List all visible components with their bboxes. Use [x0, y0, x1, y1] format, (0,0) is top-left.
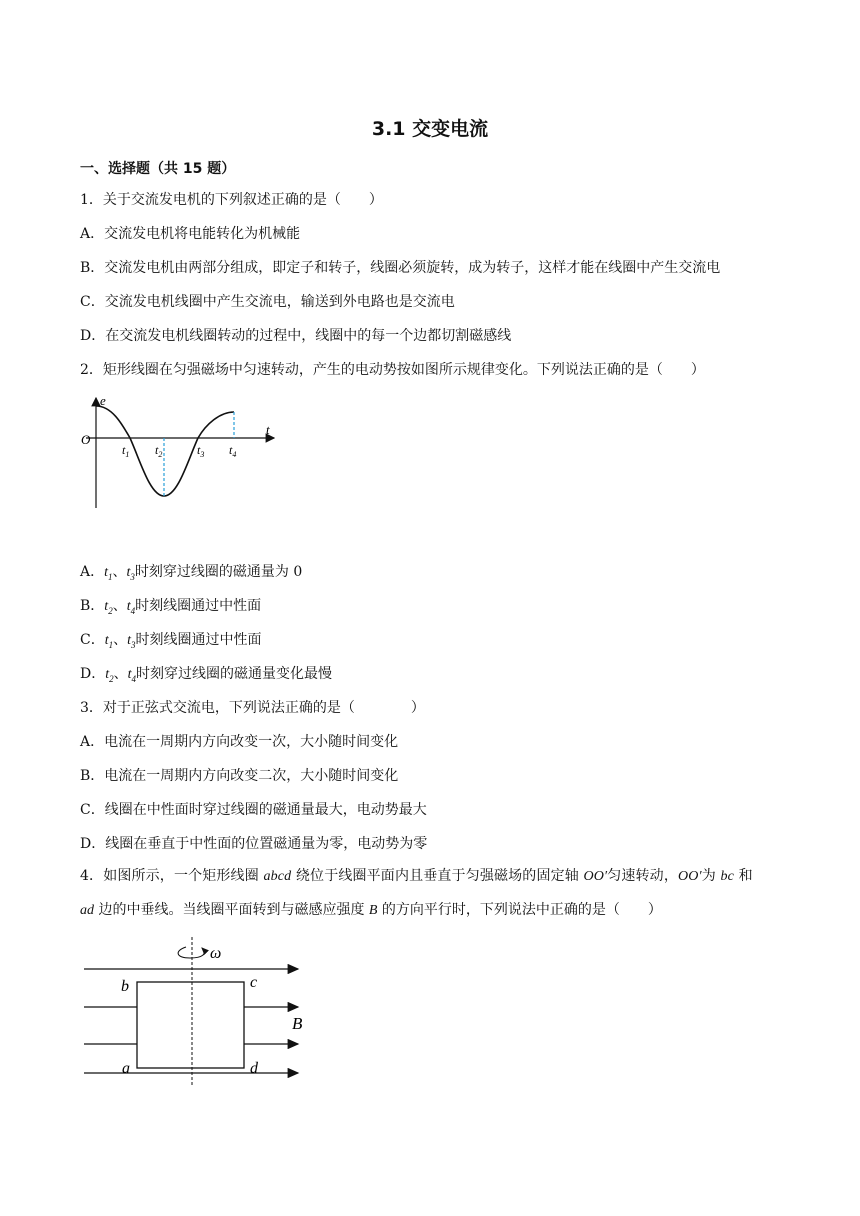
question-1-option-d: D．在交流发电机线圈转动的过程中，线圈中的每一个边都切割磁感线	[80, 328, 512, 344]
emf-time-graph	[78, 392, 283, 512]
origin-label: O	[81, 432, 91, 447]
question-2-option-a: A．$t_1$、$t_3$时刻穿过线圈的磁通量为 0	[80, 564, 303, 582]
question-1-stem: 1．关于交流发电机的下列叙述正确的是（ ）	[80, 192, 383, 208]
question-3-option-b: B．电流在一周期内方向改变二次，大小随时间变化	[80, 768, 399, 784]
emf-curve	[96, 406, 237, 496]
tick-t3: $t_3$	[197, 443, 205, 459]
tick-t2: $t_2$	[155, 443, 163, 459]
page-title: 3.1 交变电流	[371, 118, 489, 140]
tick-t1: $t_1$	[122, 443, 130, 459]
question-3-stem: 3．对于正弦式交流电，下列说法正确的是（ ）	[80, 700, 425, 716]
tick-t4: $t_4$	[229, 443, 237, 459]
field-B-label: B	[292, 1014, 303, 1033]
question-1-option-b: B．交流发电机由两部分组成，即定子和转子，线圈必须旋转，成为转子，这样才能在线圈中产生交流电	[80, 260, 721, 276]
t-axis-label: t	[266, 422, 270, 437]
question-1-option-a: A．交流发电机将电能转化为机械能	[80, 226, 301, 242]
question-3-option-d: D．线圈在垂直于中性面的位置磁通量为零，电动势为零	[80, 836, 428, 852]
question-2-option-b: B．$t_2$、$t_4$时刻线圈通过中性面	[80, 598, 262, 616]
rotating-coil-figure	[78, 935, 308, 1085]
question-2-stem: 2．矩形线圈在匀强磁场中匀速转动，产生的电动势按如图所示规律变化。下列说法正确的是（ ）	[80, 362, 705, 378]
coil-abcd	[137, 982, 244, 1068]
question-1-option-c: C．交流发电机线圈中产生交流电，输送到外电路也是交流电	[80, 294, 455, 310]
rotation-arrow-icon	[178, 947, 204, 958]
omega-label: ω	[210, 945, 222, 962]
corner-c-label: c	[250, 974, 258, 991]
question-2-option-d: D．$t_2$、$t_4$时刻穿过线圈的磁通量变化最慢	[80, 666, 333, 684]
question-3-option-a: A．电流在一周期内方向改变一次，大小随时间变化	[80, 734, 399, 750]
question-4-stem-line-1: 4．如图所示，一个矩形线圈 abcd 绕位于线圈平面内且垂直于匀强磁场的固定轴 OO′匀速转动，OO′为 bc 和	[80, 868, 753, 884]
corner-b-label: b	[121, 978, 129, 995]
question-3-option-c: C．线圈在中性面时穿过线圈的磁通量最大，电动势最大	[80, 802, 427, 818]
question-4-stem-line-2: ad 边的中垂线。当线圈平面转到与磁感应强度 B 的方向平行时，下列说法中正确的是（ ）	[80, 902, 662, 918]
e-axis-label: e	[100, 393, 106, 408]
section-heading: 一、选择题（共 15 题）	[80, 161, 236, 177]
corner-a-label: a	[122, 1060, 130, 1077]
question-2-option-c: C．$t_1$、$t_3$时刻线圈通过中性面	[80, 632, 262, 650]
corner-d-label: d	[250, 1060, 258, 1077]
